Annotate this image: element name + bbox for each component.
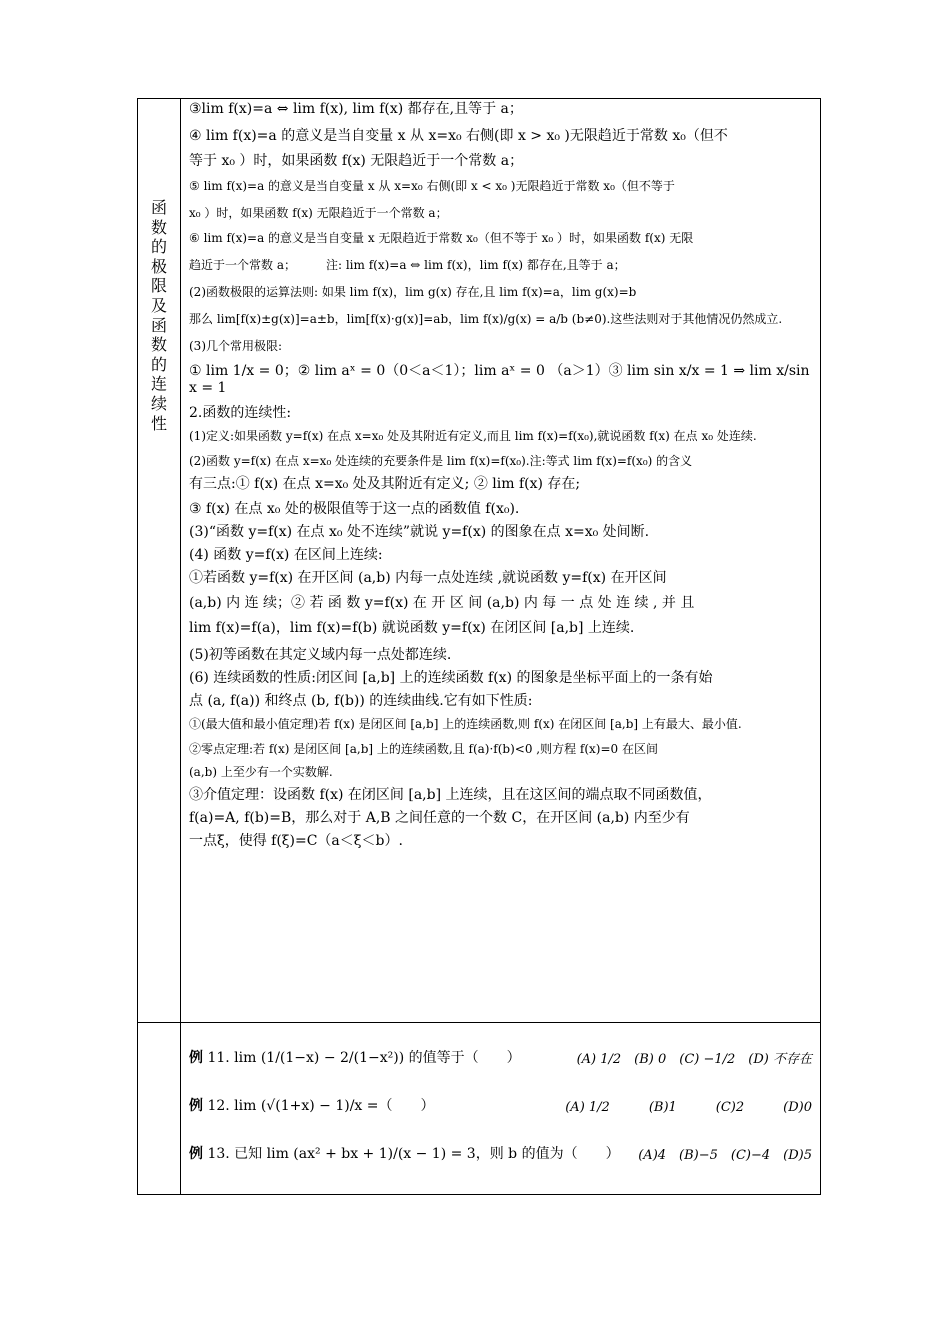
text-line: x₀ ）时，如果函数 f(x) 无限趋近于一个常数 a； <box>189 206 448 220</box>
text-line: (1)定义:如果函数 y=f(x) 在点 x=x₀ 处及其附近有定义,而且 lim f(x)=f(x₀),就说函数 f(x) 在点 x₀ 处连续. <box>189 429 757 443</box>
text-line: ①(最大值和最小值定理)若 f(x) 是闭区间 [a,b] 上的连续函数,则 f(x) 在闭区间 [a,b] 上有最大、最小值. <box>189 717 742 731</box>
example-row <box>189 1129 812 1177</box>
example-question <box>189 1047 577 1067</box>
content-cell <box>181 99 821 1023</box>
example-row <box>189 1033 812 1081</box>
text-line: lim f(x)=f(a)，lim f(x)=f(b) 就说函数 y=f(x) 在闭区间 [a,b] 上连续. <box>189 620 635 636</box>
text-line: 等于 x₀ ）时，如果函数 f(x) 无限趋近于一个常数 a； <box>189 153 524 169</box>
text-line: (3)几个常用极限: <box>189 339 283 353</box>
text-line: (2)函数极限的运算法则: 如果 lim f(x)，lim g(x) 存在,且 lim f(x)=a，lim g(x)=b <box>189 285 637 299</box>
text-line: ③ f(x) 在点 x₀ 处的极限值等于这一点的函数值 f(x₀). <box>189 501 520 517</box>
text-line: (a,b) 上至少有一个实数解. <box>189 765 333 779</box>
example-label: 例 <box>189 1050 203 1066</box>
text-line: f(a)=A, f(b)=B，那么对于 A,B 之间任意的一个数 C，在开区间 (a,b) 内至少有 <box>189 810 690 826</box>
example-label: 例 <box>189 1146 203 1162</box>
text-line: 那么 lim[f(x)±g(x)]=a±b，lim[f(x)·g(x)]=ab，lim f(x)/g(x) = a/b (b≠0).这些法则对于其他情况仍然成立. <box>189 312 783 326</box>
text-line: 趋近于一个常数 a； 注: lim f(x)=a ⇔ lim f(x)，lim f(x) 都存在,且等于 a； <box>189 258 626 272</box>
text-line: 一点ξ，使得 f(ξ)=C（a＜ξ＜b）. <box>189 833 403 849</box>
example-row <box>189 1081 812 1129</box>
section-title-cell <box>138 99 181 1023</box>
text-line: ①若函数 y=f(x) 在开区间 (a,b) 内每一点处连续 ,就说函数 y=f(x) 在开区间 <box>189 570 667 586</box>
example-question <box>189 1095 565 1115</box>
text-line: ④ lim f(x)=a 的意义是当自变量 x 从 x=x₀ 右侧(即 x > x₀ )无限趋近于常数 x₀（但不 <box>189 128 728 144</box>
example-question <box>189 1143 638 1163</box>
section-title: 函数的极限及函数的连续性 <box>150 198 167 433</box>
text-line: ⑥ lim f(x)=a 的意义是当自变量 x 无限趋近于常数 x₀（但不等于 x₀ ）时，如果函数 f(x) 无限 <box>189 231 694 245</box>
example-text: 12. lim (√(1+x) − 1)/x =（ ） <box>207 1098 435 1114</box>
example-label: 例 <box>189 1098 203 1114</box>
text-line: 2.函数的连续性: <box>189 405 292 421</box>
example-options: (A) 1/2 (B)1 (C)2 (D)0 <box>565 1099 812 1115</box>
example-text: 11. lim (1/(1−x) − 2/(1−x²)) 的值等于（ ） <box>207 1050 521 1066</box>
text-line: ③介值定理：设函数 f(x) 在闭区间 [a,b] 上连续，且在这区间的端点取不同函数值， <box>189 787 712 803</box>
text-line: (2)函数 y=f(x) 在点 x=x₀ 处连续的充要条件是 lim f(x)=f(x₀).注:等式 lim f(x)=f(x₀) 的含义 <box>189 454 693 468</box>
text-line: (6) 连续函数的性质:闭区间 [a,b] 上的连续函数 f(x) 的图象是坐标平面上的一条有始 <box>189 670 713 686</box>
example-options: (A)4 (B)−5 (C)−4 (D)5 <box>638 1147 812 1163</box>
text-line: 点 (a, f(a)) 和终点 (b, f(b)) 的连续曲线.它有如下性质: <box>189 693 533 709</box>
example-options: (A) 1/2 (B) 0 (C) −1/2 (D) 不存在 <box>576 1051 812 1067</box>
text-line: ① lim 1/x = 0；② lim aˣ = 0（0＜a＜1）；lim aˣ = 0 （a＞1）③ lim sin x/x = 1 ⇒ lim x/sin x = 1 <box>189 363 810 396</box>
examples-cell <box>181 1023 821 1195</box>
text-line: (3)“函数 y=f(x) 在点 x₀ 处不连续”就说 y=f(x) 的图象在点 x=x₀ 处间断. <box>189 524 650 540</box>
text-line: ⑤ lim f(x)=a 的意义是当自变量 x 从 x=x₀ 右侧(即 x < x₀ )无限趋近于常数 x₀（但不等于 <box>189 179 675 193</box>
text-line: (5)初等函数在其定义域内每一点处都连续. <box>189 647 452 663</box>
examples-side-cell <box>138 1023 181 1195</box>
text-line: (a,b) 内 连 续；② 若 函 数 y=f(x) 在 开 区 间 (a,b) 内 每 一 点 处 连 续 , 并 且 <box>189 595 695 611</box>
text-line: ②零点定理:若 f(x) 是闭区间 [a,b] 上的连续函数,且 f(a)·f(b)<0 ,则方程 f(x)=0 在区间 <box>189 742 658 756</box>
text-line: ③lim f(x)=a ⇔ lim f(x), lim f(x) 都存在,且等于 a； <box>189 101 523 117</box>
examples-body <box>181 1023 820 1185</box>
example-text: 13. 已知 lim (ax² + bx + 1)/(x − 1) = 3，则 b 的值为（ ） <box>207 1146 620 1162</box>
content-body <box>181 99 820 850</box>
text-line: (4) 函数 y=f(x) 在区间上连续: <box>189 547 383 563</box>
notes-table <box>137 98 821 1195</box>
text-line: 有三点:① f(x) 在点 x=x₀ 处及其附近有定义; ② lim f(x) 存在; <box>189 476 581 492</box>
